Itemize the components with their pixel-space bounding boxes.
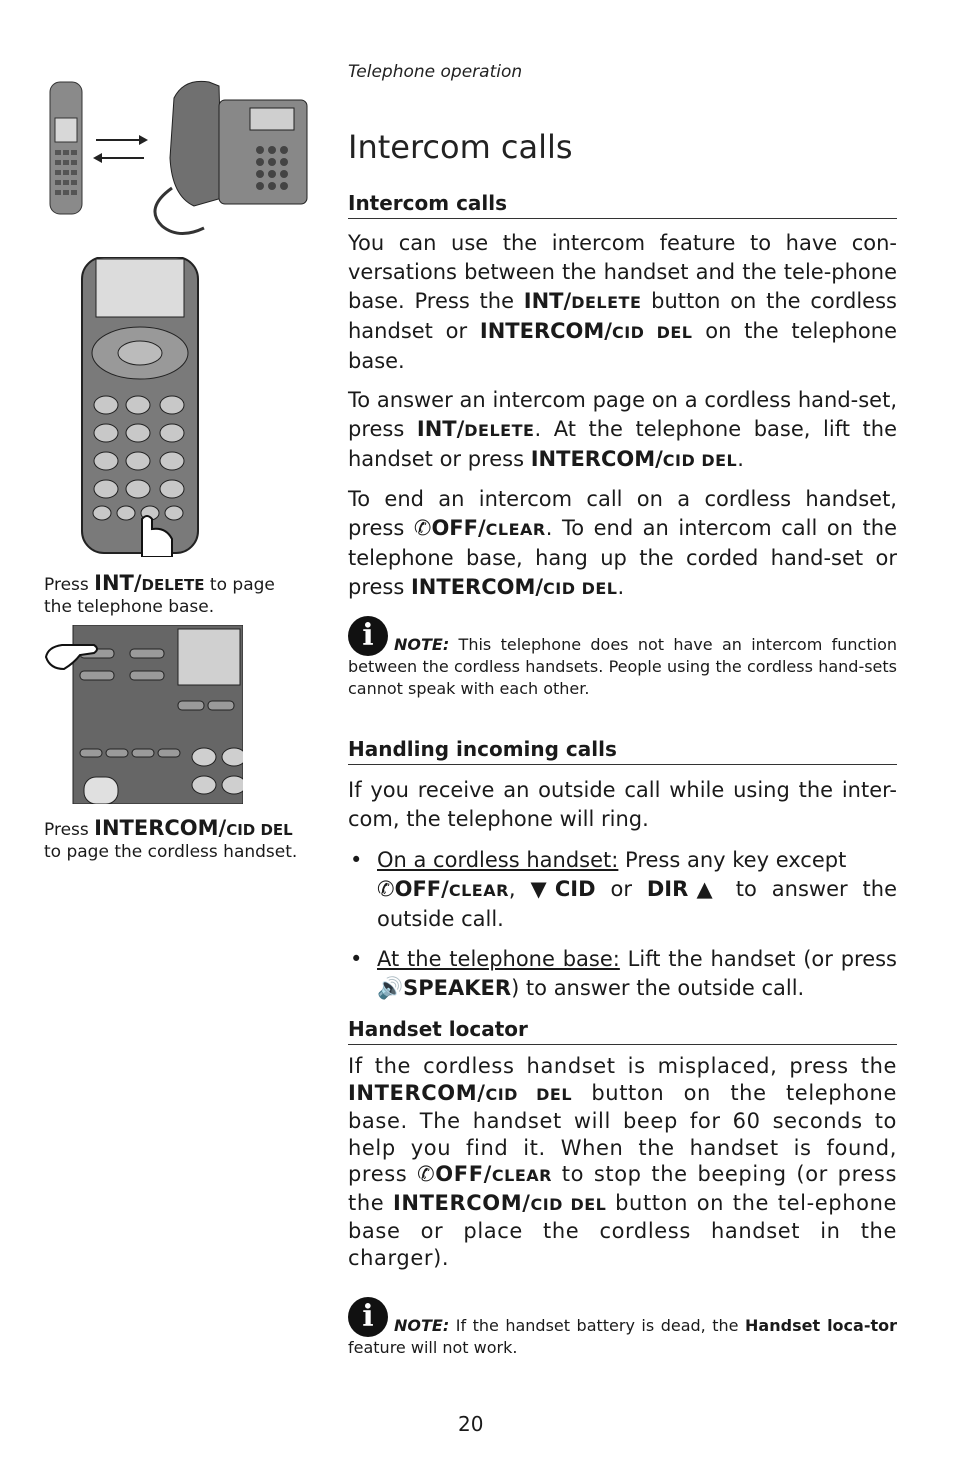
note-handset-locator bbox=[348, 1297, 897, 1359]
bullet-text bbox=[377, 846, 897, 934]
info-icon: i bbox=[348, 616, 388, 656]
heading-intercom-calls: Intercom calls bbox=[348, 191, 897, 219]
info-icon: i bbox=[348, 1297, 388, 1337]
note-bold: Handset loca-tor bbox=[745, 1316, 897, 1335]
section-label: Telephone operation bbox=[348, 62, 523, 82]
bullet-lead: At the telephone base: bbox=[377, 947, 620, 971]
note-text: If the handset battery is dead, the bbox=[449, 1316, 746, 1335]
text: ) to answer the outside call. bbox=[511, 976, 805, 1000]
text: to answer the outside call. bbox=[377, 877, 897, 931]
key-label: DELETE bbox=[464, 421, 535, 440]
text: . bbox=[617, 575, 625, 599]
key-label: INTERCOM/ bbox=[479, 319, 612, 343]
key-label: DIR bbox=[646, 877, 689, 901]
text: on the telephone base. bbox=[348, 319, 897, 373]
key-label: DELETE bbox=[571, 293, 642, 312]
text: to stop the beeping (or press the bbox=[348, 1162, 897, 1215]
key-label: CID DEL bbox=[662, 451, 738, 470]
key-label: CID bbox=[554, 877, 596, 901]
key-label: CLEAR bbox=[448, 881, 509, 900]
heading-incoming-calls: Handling incoming calls bbox=[348, 737, 897, 765]
phone-off-icon: ✆ bbox=[417, 1162, 436, 1186]
text: Press any key except bbox=[618, 848, 847, 872]
key-label: CLEAR bbox=[491, 1166, 552, 1185]
note-text: This telephone does not have an intercom function between the cordless handsets. People using the cordless hand-sets cannot speak with each other. bbox=[348, 635, 897, 698]
caption-text: to page the telephone base. bbox=[44, 575, 275, 617]
text: To end an intercom call on a cordless handset, press bbox=[348, 487, 897, 540]
key-label: INTERCOM/ bbox=[348, 1080, 486, 1105]
paragraph-end-intercom bbox=[348, 485, 897, 603]
text: button on the telephone base. The handset will beep for 60 seconds to help you find it. When the handset is found, press bbox=[348, 1080, 897, 1186]
key-label: INTERCOM/ bbox=[393, 1190, 531, 1215]
text: To answer an intercom page on a cordless hand-set, press bbox=[348, 388, 897, 441]
note-text: feature will not work. bbox=[348, 1338, 518, 1357]
key-label: INT/ bbox=[523, 289, 572, 313]
caption-text: Press bbox=[44, 575, 95, 595]
caption-key: INTERCOM/ bbox=[94, 816, 227, 840]
text: button on the tel-ephone base or place the cordless handset in the charger). bbox=[348, 1190, 898, 1270]
paragraph-incoming-intro: If you receive an outside call while using the inter-com, the telephone will ring. bbox=[348, 778, 897, 831]
key-label: INTERCOM/ bbox=[410, 575, 544, 599]
handset-and-base-illustration bbox=[44, 78, 309, 240]
paragraph-answer-intercom bbox=[348, 386, 897, 475]
text: You can use the intercom feature to have con-versations between the handset and the tele-phone base. Press the bbox=[348, 231, 897, 313]
key-label: CID DEL bbox=[485, 1084, 573, 1104]
caption-text: Press bbox=[44, 820, 95, 840]
note-intercom bbox=[348, 616, 897, 700]
caption-text: to page the cordless handset. bbox=[44, 842, 298, 862]
bullet-text bbox=[377, 945, 897, 1003]
base-panel-illustration bbox=[44, 625, 243, 804]
key-label: CLEAR bbox=[485, 520, 546, 539]
caption-handset bbox=[44, 572, 294, 618]
text: If the cordless handset is misplaced, press the bbox=[348, 1054, 897, 1078]
handset-keypad-illustration bbox=[80, 257, 200, 557]
caption-key: DELETE bbox=[141, 576, 205, 594]
caption-key: CID DEL bbox=[226, 821, 293, 839]
text: button on the cordless handset or bbox=[348, 289, 897, 343]
key-label: INTERCOM/ bbox=[530, 447, 663, 471]
note-label: NOTE: bbox=[394, 635, 450, 654]
key-label: OFF/ bbox=[431, 516, 486, 540]
key-label: CID DEL bbox=[543, 579, 618, 598]
note-label: NOTE: bbox=[394, 1316, 450, 1335]
paragraph-handset-locator bbox=[348, 1053, 897, 1271]
text: . To end an intercom call on the telephone base, hang up the corded hand-set or press bbox=[348, 516, 897, 599]
bullet-dot: • bbox=[350, 848, 363, 872]
phone-off-icon: ✆ bbox=[377, 877, 395, 901]
speaker-icon: 🔊 bbox=[377, 976, 404, 1000]
key-label: CID DEL bbox=[530, 1194, 607, 1214]
text: , bbox=[508, 877, 531, 901]
key-label: CID DEL bbox=[611, 323, 693, 342]
down-arrow-icon: ▼ bbox=[530, 877, 555, 901]
bullet-lead: On a cordless handset: bbox=[377, 848, 619, 872]
caption-base bbox=[44, 817, 309, 863]
text: . At the telephone base, lift the handset or press bbox=[348, 417, 897, 471]
text: Lift the handset (or press bbox=[619, 947, 897, 971]
up-arrow-icon: ▲ bbox=[688, 877, 721, 901]
caption-key: INT/ bbox=[94, 571, 142, 595]
key-label: SPEAKER bbox=[403, 976, 512, 1000]
page-number: 20 bbox=[458, 1412, 484, 1436]
bullet-dot: • bbox=[350, 947, 363, 971]
key-label: OFF/ bbox=[435, 1162, 492, 1186]
text: or bbox=[595, 877, 647, 901]
text: . bbox=[737, 447, 744, 471]
heading-handset-locator: Handset locator bbox=[348, 1017, 897, 1045]
paragraph-intercom-intro bbox=[348, 229, 897, 376]
key-label: OFF/ bbox=[394, 877, 449, 901]
phone-off-icon: ✆ bbox=[413, 516, 432, 540]
page-title: Intercom calls bbox=[348, 128, 573, 166]
key-label: INT/ bbox=[416, 417, 465, 441]
